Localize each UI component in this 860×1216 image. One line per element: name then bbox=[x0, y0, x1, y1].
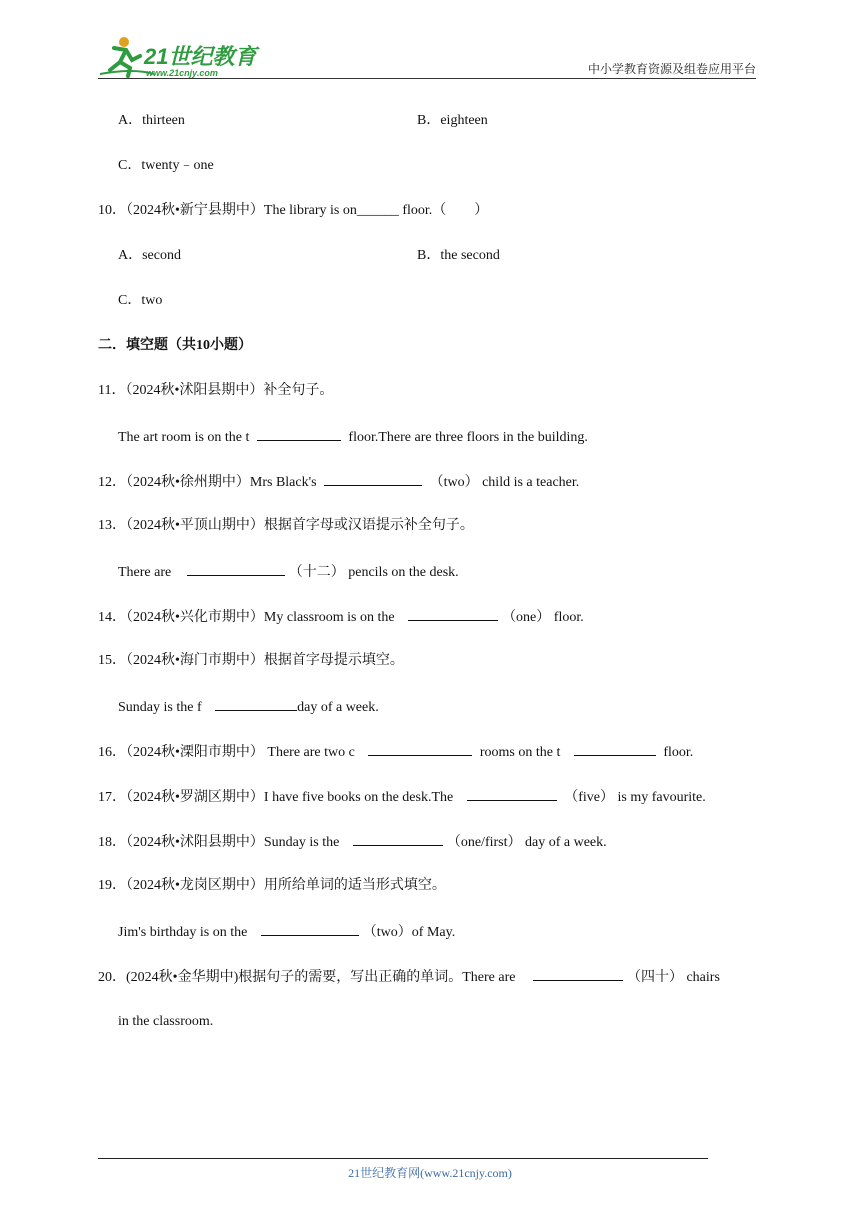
q11-text-before: The art room is on the t bbox=[118, 430, 250, 445]
q14-hint: （one） bbox=[502, 610, 551, 625]
header-slogan: 中小学教育资源及组卷应用平台 bbox=[587, 62, 756, 76]
footer-link[interactable]: 21世纪教育网(www.21cnjy.com) bbox=[348, 1166, 512, 1180]
q15-text-before: Sunday is the f bbox=[118, 700, 202, 715]
answer-blank[interactable] bbox=[187, 561, 285, 576]
question-13-stem: 13．（2024秋•平顶山期中）根据首字母或汉语提示补全句子。 bbox=[98, 518, 474, 533]
q18-text-before: 18．（2024秋•沭阳县期中）Sunday is the bbox=[98, 835, 340, 850]
q14-text-after: floor. bbox=[553, 610, 584, 625]
section-heading: 二．填空题（共10小题） bbox=[98, 338, 252, 353]
q9-option-c: C．twenty﹣one bbox=[118, 158, 214, 173]
question-10 bbox=[98, 201, 488, 221]
answer-blank[interactable] bbox=[467, 786, 557, 801]
answer-blank[interactable] bbox=[215, 696, 297, 711]
question-13-sentence bbox=[118, 561, 459, 583]
q20-text-after: chairs bbox=[686, 970, 720, 985]
q13-text-after: pencils on the desk. bbox=[348, 565, 459, 580]
footer-divider bbox=[98, 1158, 708, 1159]
question-11-stem: 11．（2024秋•沭阳县期中）补全句子。 bbox=[98, 383, 334, 398]
q12-text-before: 12．（2024秋•徐州期中）Mrs Black's bbox=[98, 475, 317, 490]
q16-text-before: 16．（2024秋•溧阳市期中） There are two c bbox=[98, 745, 355, 760]
q14-text-before: 14．（2024秋•兴化市期中）My classroom is on the bbox=[98, 610, 395, 625]
q13-hint: （十二） bbox=[288, 565, 345, 580]
question-19-sentence bbox=[118, 921, 455, 943]
q10-source: （2024秋•新宁县期中） bbox=[126, 203, 264, 218]
runner-logo-icon bbox=[94, 34, 264, 80]
q10-number: 10． bbox=[98, 203, 126, 218]
q12-text-after: child is a teacher. bbox=[482, 475, 580, 490]
q11-text-after: floor.There are three floors in the building. bbox=[348, 430, 588, 445]
question-16 bbox=[98, 741, 693, 763]
question-18 bbox=[98, 831, 607, 853]
question-20-continuation: in the classroom. bbox=[118, 1014, 214, 1029]
answer-blank[interactable] bbox=[368, 741, 472, 756]
q10-text: The library is on______ floor.（ ） bbox=[263, 203, 489, 218]
answer-blank[interactable] bbox=[257, 426, 341, 441]
q17-text-before: 17．（2024秋•罗湖区期中）I have five books on the desk.The bbox=[98, 790, 454, 805]
q17-hint: （five） bbox=[564, 790, 615, 805]
question-15-sentence bbox=[118, 696, 379, 718]
q16-text-middle: rooms on the t bbox=[479, 745, 561, 760]
q15-text-after: day of a week. bbox=[297, 700, 379, 715]
question-19-stem: 19．（2024秋•龙岗区期中）用所给单词的适当形式填空。 bbox=[98, 878, 446, 893]
answer-blank[interactable] bbox=[574, 741, 656, 756]
q18-hint: （one/first） bbox=[446, 835, 522, 850]
q13-text-before: There are bbox=[118, 565, 172, 580]
logo-text: 21世纪教育 bbox=[144, 44, 257, 69]
answer-blank[interactable] bbox=[408, 606, 498, 621]
header-divider bbox=[98, 78, 756, 79]
question-11-sentence bbox=[118, 426, 588, 448]
q18-text-after: day of a week. bbox=[525, 835, 607, 850]
q19-text-before: Jim's birthday is on the bbox=[118, 925, 248, 940]
logo-url: www.21cnjy.com bbox=[146, 68, 218, 78]
q20-text-before: 20．(2024秋•金华期中)根据句子的需要，写出正确的单词。There are bbox=[98, 970, 516, 985]
answer-blank[interactable] bbox=[324, 471, 422, 486]
q20-hint: （四十） bbox=[626, 970, 683, 985]
q19-hint: （two） bbox=[362, 925, 412, 940]
question-15-stem: 15．（2024秋•海门市期中）根据首字母提示填空。 bbox=[98, 653, 404, 668]
question-14 bbox=[98, 606, 584, 628]
question-12 bbox=[98, 471, 579, 493]
site-logo bbox=[94, 34, 264, 80]
answer-blank[interactable] bbox=[533, 966, 623, 981]
question-17 bbox=[98, 786, 706, 808]
q17-text-after: is my favourite. bbox=[617, 790, 706, 805]
q16-text-after: floor. bbox=[663, 745, 694, 760]
q10-option-b: B．the second bbox=[417, 248, 500, 263]
q12-hint: （two） bbox=[429, 475, 479, 490]
q10-option-a: A．second bbox=[118, 248, 181, 263]
q10-option-c: C．two bbox=[118, 293, 163, 308]
answer-blank[interactable] bbox=[261, 921, 359, 936]
answer-blank[interactable] bbox=[353, 831, 443, 846]
q19-text-after: of May. bbox=[411, 925, 456, 940]
q9-option-a: A．thirteen bbox=[118, 113, 185, 128]
question-20 bbox=[98, 966, 720, 988]
q9-option-b: B．eighteen bbox=[417, 113, 488, 128]
